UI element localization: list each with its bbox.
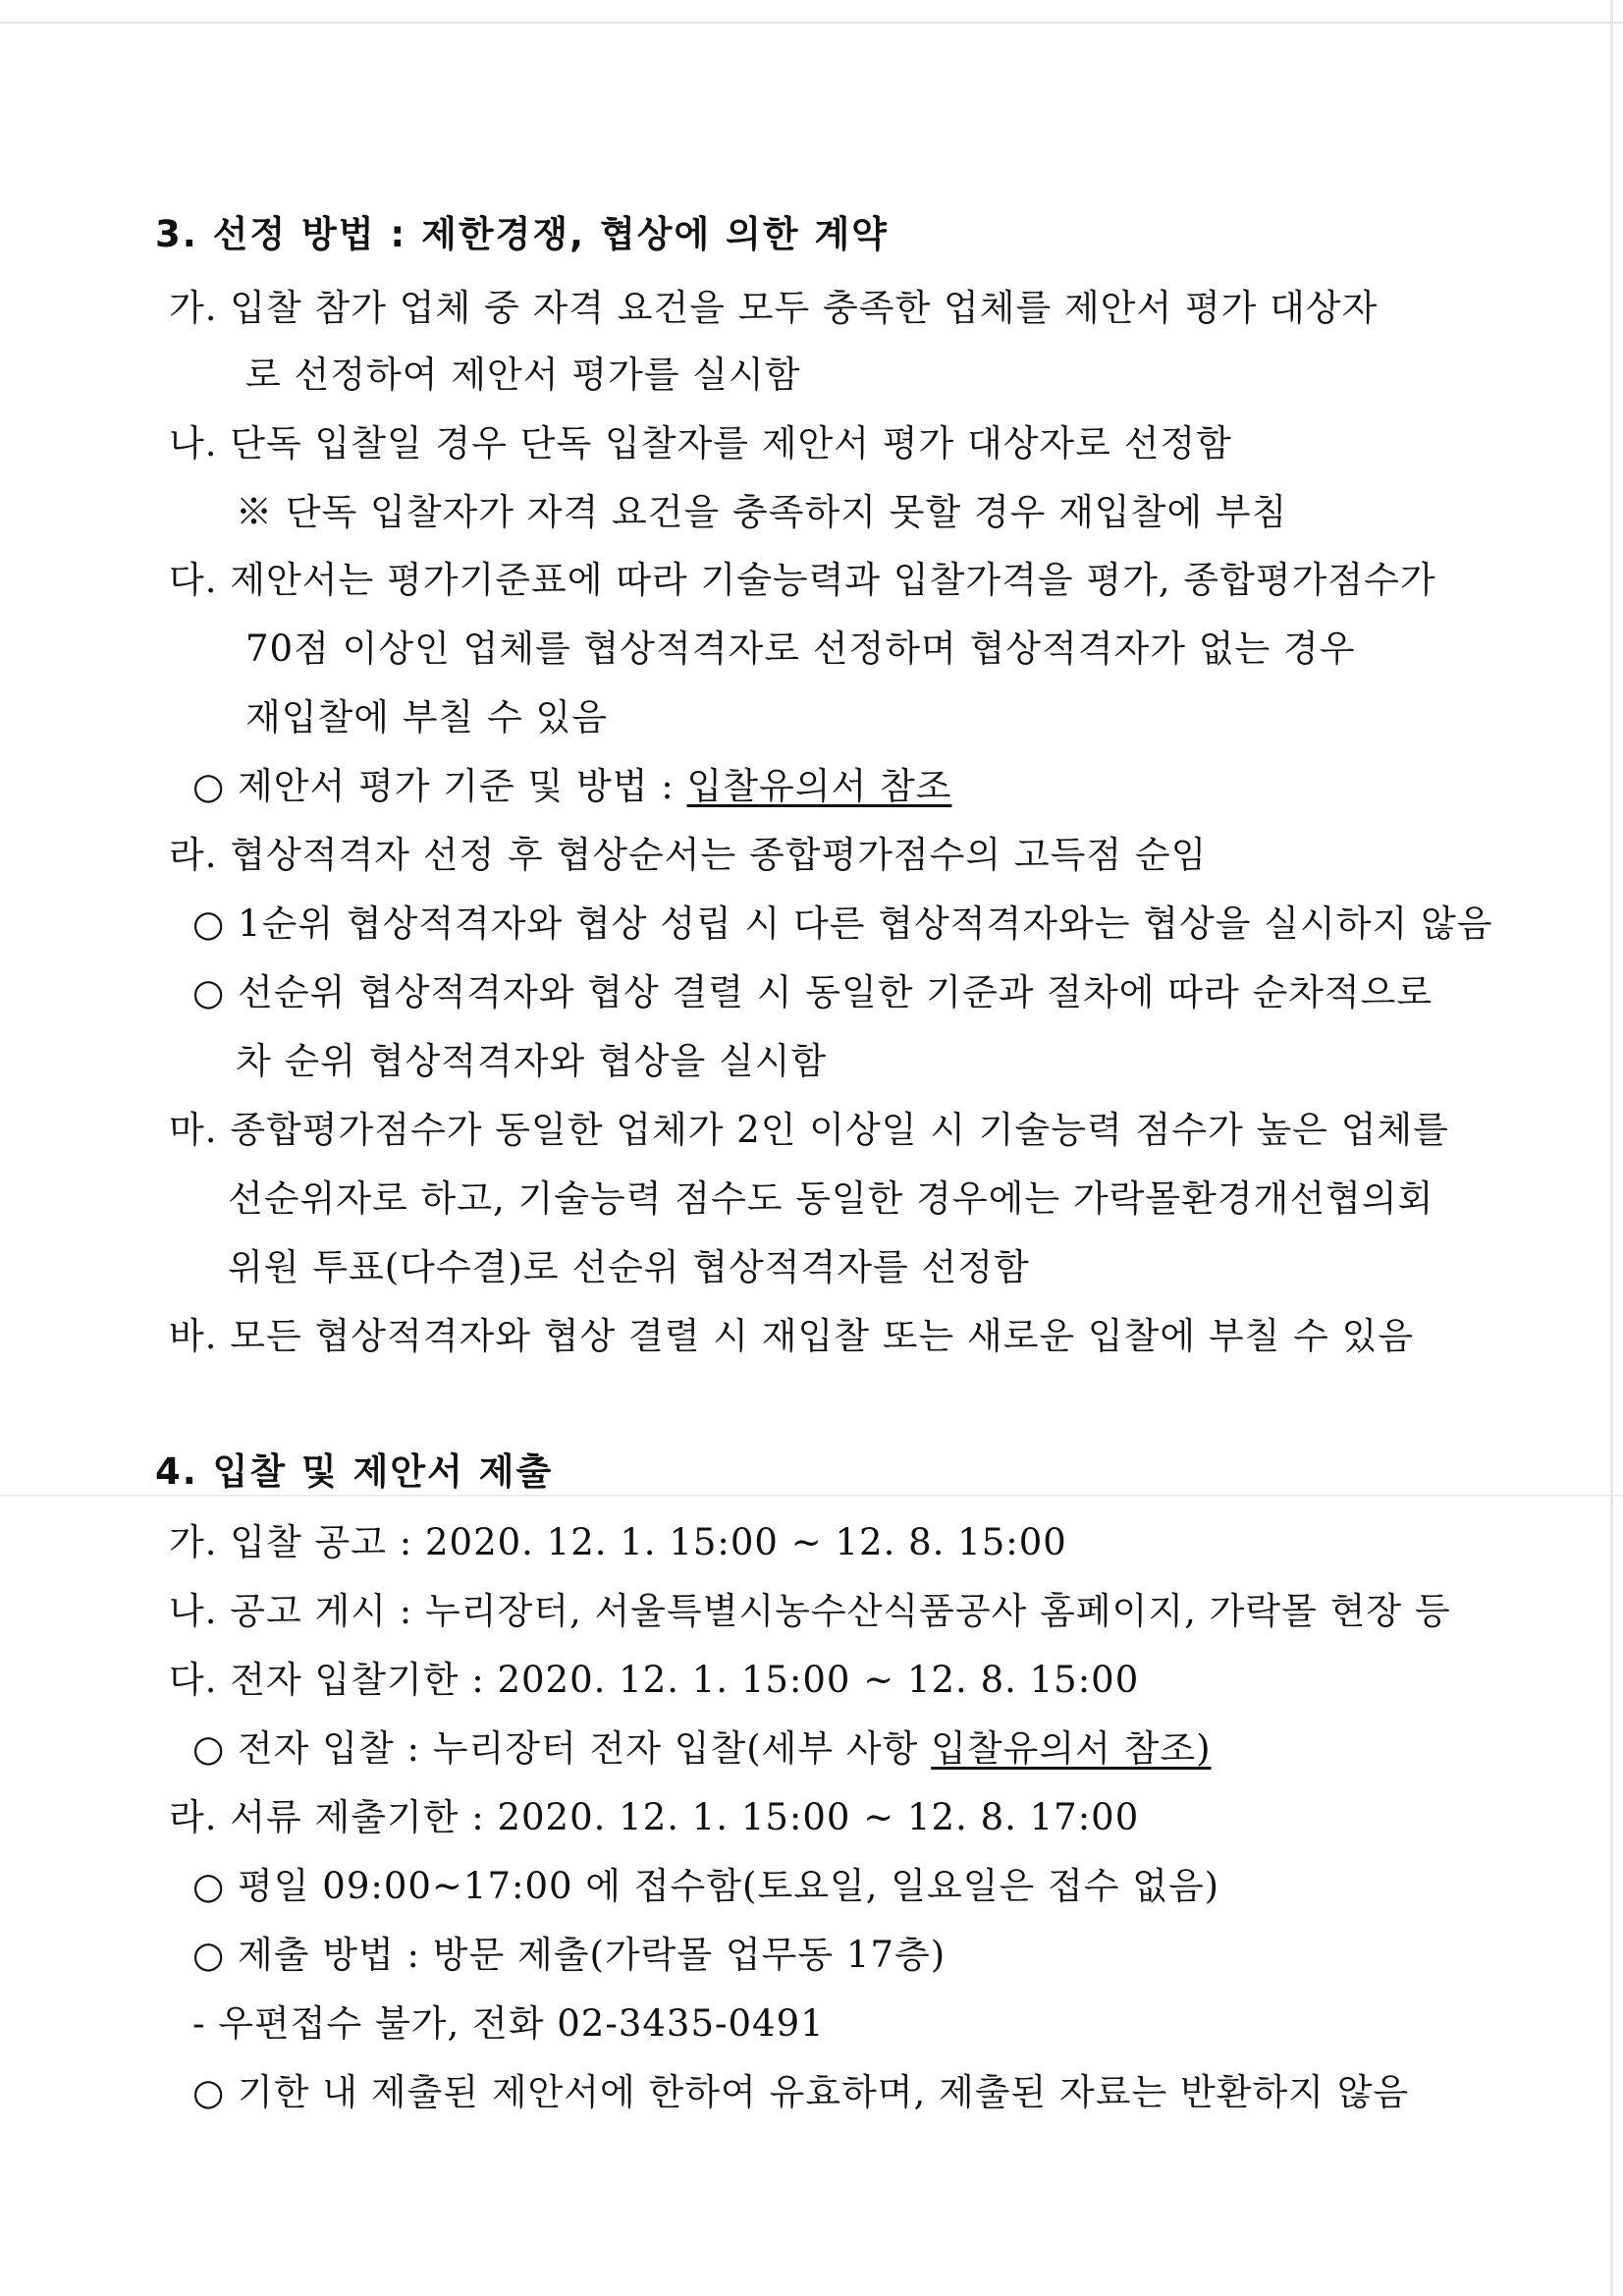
section-3-heading: 3. 선정 방법 : 제한경쟁, 협상에 의한 계약 <box>155 213 889 255</box>
item-na-line1: 나. 단독 입찰일 경우 단독 입찰자를 제안서 평가 대상자로 선정함 <box>169 422 1232 465</box>
item-4-ra-dash: - 우편접수 불가, 전화 02-3435-0491 <box>192 2002 825 2045</box>
item-ga-line2: 로 선정하여 제안서 평가를 실시함 <box>245 354 801 396</box>
item-ra-bullet2-line2: 차 순위 협상적격자와 협상을 실시함 <box>236 1040 828 1082</box>
item-4-ga: 가. 입찰 공고 : 2020. 12. 1. 15:00 ~ 12. 8. 15:00 <box>169 1521 1067 1563</box>
scan-edge-top <box>0 22 1623 24</box>
item-ma-line3: 위원 투표(다수결)로 선순위 협상적격자를 선정함 <box>228 1246 1030 1288</box>
item-4-da-bullet-text: ○ 전자 입찰 : 누리장터 전자 입찰(세부 사항 <box>192 1727 932 1770</box>
item-4-ra-bullet2: ○ 제출 방법 : 방문 제출(가락몰 업무동 17층) <box>192 1934 947 1976</box>
guide-reference-link-2: 입찰유의서 참조) <box>931 1727 1212 1770</box>
section-4-heading: 4. 입찰 및 제안서 제출 <box>155 1450 554 1493</box>
item-da-bullet <box>192 765 952 807</box>
item-ba-line1: 바. 모든 협상적격자와 협상 결렬 시 재입찰 또는 새로운 입찰에 부칠 수 있음 <box>169 1315 1415 1357</box>
item-4-da: 다. 전자 입찰기한 : 2020. 12. 1. 15:00 ~ 12. 8. 15:00 <box>169 1659 1140 1701</box>
item-ga-line1: 가. 입찰 참가 업체 중 자격 요건을 모두 충족한 업체를 제안서 평가 대상자 <box>169 287 1379 329</box>
scan-edge-right <box>1610 0 1613 2296</box>
item-ra-line1: 라. 협상적격자 선정 후 협상순서는 종합평가점수의 고득점 순임 <box>169 834 1208 876</box>
item-ma-line2: 선순위자로 하고, 기술능력 점수도 동일한 경우에는 가락몰환경개선협의회 <box>228 1177 1434 1220</box>
item-ma-line1: 마. 종합평가점수가 동일한 업체가 2인 이상일 시 기술능력 점수가 높은 업체를 <box>169 1109 1449 1151</box>
item-na-note: ※ 단독 입찰자가 자격 요건을 충족하지 못할 경우 재입찰에 부침 <box>236 491 1288 533</box>
item-4-ra-bullet3: ○ 기한 내 제출된 제안서에 한하여 유효하며, 제출된 자료는 반환하지 않음 <box>192 2071 1410 2113</box>
item-da-line1: 다. 제안서는 평가기준표에 따라 기술능력과 입찰가격을 평가, 종합평가점수가 <box>169 559 1436 601</box>
item-4-na: 나. 공고 게시 : 누리장터, 서울특별시농수산식품공사 홈페이지, 가락몰 현장 등 <box>169 1590 1451 1632</box>
item-4-ra-bullet1: ○ 평일 09:00~17:00 에 접수함(토요일, 일요일은 접수 없음) <box>192 1865 1220 1907</box>
item-ra-bullet2-line1: ○ 선순위 협상적격자와 협상 결렬 시 동일한 기준과 절차에 따라 순차적으로 <box>192 971 1434 1013</box>
item-4-ra: 라. 서류 제출기한 : 2020. 12. 1. 15:00 ~ 12. 8. 17:00 <box>169 1796 1140 1838</box>
scan-fold-line <box>0 1495 1623 1497</box>
item-da-line2: 70점 이상인 업체를 협상적격자로 선정하며 협상적격자가 없는 경우 <box>245 628 1356 670</box>
item-ra-bullet1: ○ 1순위 협상적격자와 협상 성립 시 다른 협상적격자와는 협상을 실시하지 않음 <box>192 902 1493 945</box>
item-da-line3: 재입찰에 부칠 수 있음 <box>245 696 608 738</box>
item-da-bullet-text: ○ 제안서 평가 기준 및 방법 : <box>192 765 687 807</box>
guide-reference-link: 입찰유의서 참조 <box>686 765 952 807</box>
item-4-da-bullet <box>192 1727 1212 1770</box>
